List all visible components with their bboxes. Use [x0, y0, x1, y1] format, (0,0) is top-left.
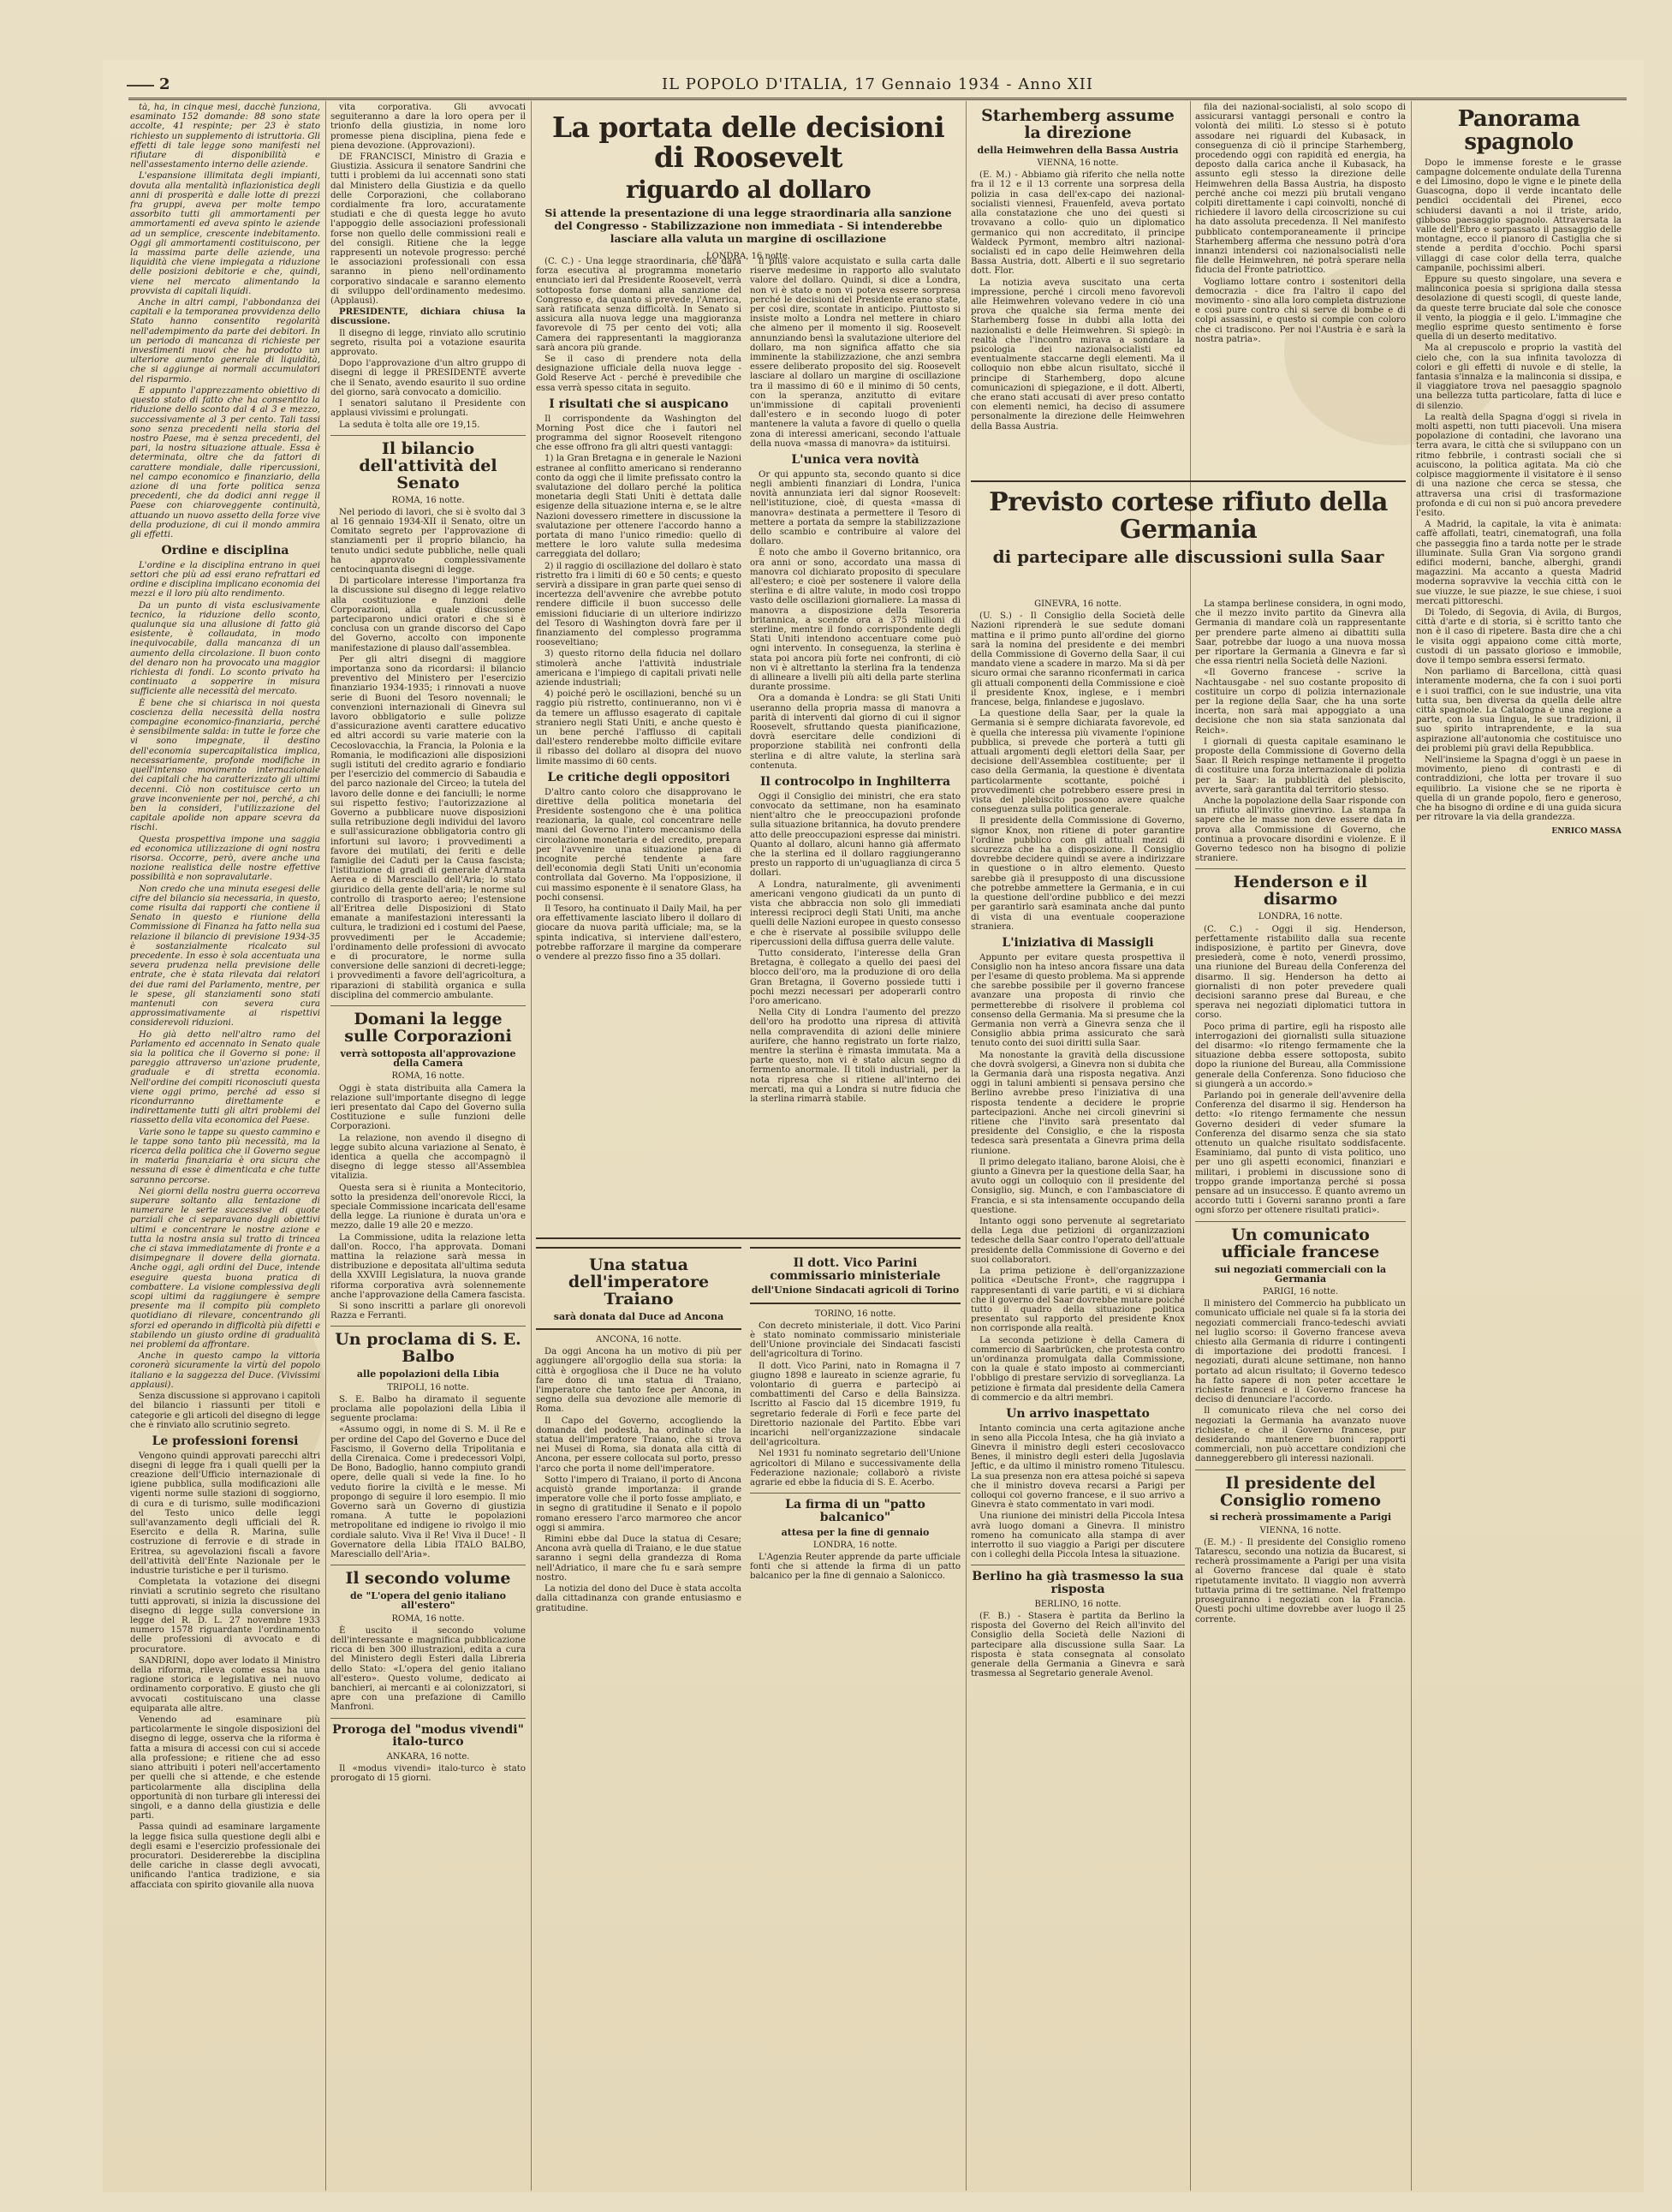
subheading: L'iniziativa di Massigli: [1002, 935, 1154, 950]
masthead: [128, 75, 1627, 100]
subheading: Un arrivo inaspettato: [1006, 1406, 1150, 1421]
column-2: [330, 103, 526, 2192]
article-paragraph: (E. M.) - Abbiamo già riferito che nella notte fra il 12 e il 13 corrente una sorpresa della polizia in casa dell'ex-capo dei nazional-socialisti viennesi, Frauenfeld, aveva portato alla constatazione che uno dei questi si trovavano a collo- quio un diplomatico germanico qui non accreditato, il principe Waldeck Pyrmont, membro altri nazional-socialisti ed in capo delle Heimwehren della Bassa Austria, dott. Alberti e il suo segretario dott. Flor.: [971, 170, 1185, 277]
article-paragraph: La questione della Saar, per la quale la Germania si è sempre dichiarata favorevole, ed è quella che interessa più vivamente l'opinione pubblica, si prevede che porterà a tutti gli attuali argomenti degli elettori della Saar, per decisione dell'Assemblea costituente; per il caso della Germania, la questione è diventata particolarmente scottante, poiché i provvedimenti che potrebbero essere presi in vista del plebiscito possono avere qualche conseguenza sulla politica generale.: [971, 709, 1185, 815]
article-paragraph: Senza discussione si approvano i capitoli del bilancio i riassunti per titoli e categorie e gli articoli del disegno di legge che è rinviato allo scrutinio segreto.: [130, 1392, 320, 1430]
dateline: LONDRA, 16 notte.: [812, 1540, 898, 1550]
dateline: TRIPOLI, 16 notte.: [387, 1382, 469, 1392]
article-paragraph: A Londra, naturalmente, gli avvenimenti americani vengono giudicati da un punto di vista che abbraccia non solo gli immediati interessi reciproci degli Stati Uniti, ma anche quelli delle Nazioni europee in questo consesso e che è riservate al possibile sviluppo delle ripercussioni della diffusa guerra delle valute.: [750, 879, 961, 947]
column-rule: [531, 101, 532, 2191]
column-5-top: [1195, 103, 1406, 462]
article-paragraph: Di particolare interesse l'importanza fra la discussione sul disegno di legge relativo alla costituzione e funzioni delle Corporazioni, alla quale discussione parteciparono undici oratori e che si è conclusa con un grande discorso del Capo del Governo, accolto con imponente manifestazione di plauso dall'assemblea.: [330, 576, 526, 653]
article-paragraph: L'espansione illimitata degli impianti, dovuta alla mentalità inflazionistica degli anni di prosperità e dalle lotte di prezzi fra gruppi, aveva per molte tempo assorbito tutti gli ammortamenti per ammortamenti ed aveva spinto le aziende ad un semplice, crescente indebitamento. Oggi gli ammortamenti costituiscono, per la massima parte delle aziende, una liquidità che viene impiegata a riduzione delle posizioni debitorie e che, quindi, viene nel mercato alimentando la provvista di capitali liquidi.: [130, 171, 320, 296]
article-subheadline: dell'Unione Sindacati agricoli di Torino: [751, 1285, 960, 1297]
roosevelt-column-a: [536, 257, 741, 1233]
article-paragraph: 3) questo ritorno della fiducia nel dollaro stimolerà anche l'attività industriale americana e l'impiego di capitali privati nelle aziende industriali;: [536, 649, 741, 689]
previsto-column-a: [971, 599, 1185, 2192]
article-paragraph: Poco prima di partire, egli ha risposto alle interrogazioni dei giornalisti sulla situazione del disarmo: «Io ritengo fermamente che la situazione debba essere sottoposta, subito dopo la riunione del Bureau, alla Commissione generale della Conferenza. Sono fiducioso che si giungerà a un accordo.»: [1195, 1022, 1406, 1089]
article-paragraph: Si sono inscritti a parlare gli onorevoli Razza e Ferranti.: [330, 1302, 526, 1321]
article-paragraph: Completata la votazione dei disegni rinviati a scrutinio segreto che risultano tutti approvati, si inizia la discussione del disegno di legge sulla conversione in legge del R. D. L. 27 novembre 1933 numero 1578 riguardante l'ordinamento delle professioni di avvocato e di procuratore.: [130, 1577, 320, 1655]
article-paragraph: È uscito il secondo volume dell'interessante e magnifica pubblicazione ricca di ben 300 illustrazioni, edita a cura del Ministero degli Esteri dalla Libreria dello Stato: «L'opera del genio italiano all'estero». Questo volume, dedicato ai banchieri, ai mercanti e ai colonizzatori, si apre con una prefazione di Camillo Manfroni.: [330, 1625, 526, 1713]
article-paragraph: Nel 1931 fu nominato segretario dell'Unione agricoltori di Milano e successivamente della Federazione nazionale; collaborò a riviste agrarie ed ebbe la fiducia di S. E. Acerbo.: [750, 1449, 961, 1488]
article-headline: Previsto cortese rifiuto della Germania: [971, 480, 1406, 543]
article-paragraph: Il Capo del Governo, accogliendo la domanda del podestà, ha ordinato che la statua dell'imperatore Traiano, che si trova nei Musei di Roma, sia donata alla città di Ancona, per essere collocata sul porto, presso l'arco che porta il nome dell'imperatore.: [536, 1416, 741, 1474]
article-headline: Starhemberg assume la direzione: [981, 106, 1175, 142]
article-paragraph: Da un punto di vista esclusivamente tecnico, la riduzione dello sconto, qualunque sia una allusione di fatto già esistente, è collaudata, in modo inequivocabile, dalla mancanza di un aumento della circolazione. Il buon conto del denaro non ha provocato una maggior richiesta di fondi. Lo sconto privato ha continuato a sopperire in misura sufficiente alle necessità del mercato.: [130, 600, 320, 697]
article-paragraph: Anche la popolazione della Saar risponde con un rifiuto all'invito ginevrino. La stampa fa sapere che le masse non deve essere data in prova alla Commissione di Governo, che continua a provocare disordini e violenze. E il Governo tedesco non ha bisogno di polizie straniere.: [1195, 796, 1406, 864]
dateline: ROMA, 16 notte.: [391, 1071, 465, 1082]
article-subheadline: alle popolazioni della Libia: [356, 1368, 500, 1380]
article-paragraph: Eppure su questo singolare, una severa e malinconica poesia si sprigiona dalla stessa desolazione di questi scogli, di queste lande, da queste terre bruciate dal sole che conosce il vento, la pioggia e il gelo. L'immagine che meglio esprime questo sentimento è forse quella di un deserto meditativo.: [1416, 275, 1621, 343]
page-number: 2: [159, 75, 171, 93]
article-paragraph: L'ordine e la disciplina entrano in quei settori che più ad essi erano refrattari ed ordine e disciplina implicano economia dei mezzi e il loro più alto rendimento.: [130, 560, 320, 599]
article-paragraph: La relazione, non avendo il disegno di legge subito alcuna variazione al Senato, è identica a quella che accompagnò il disegno di legge stesso all'Assemblea vitalizia.: [330, 1133, 526, 1182]
article-headline: La portata delle decisioni di Roosevelt: [551, 110, 945, 174]
dateline: GINEVRA, 16 notte.: [1034, 599, 1122, 609]
article-paragraph: Non credo che una minuta esegesi delle cifre del bilancio sia necessaria, in questo, come risulta dai rapporti che contiene il Senato in questo e riunione della Commissione di Finanza ha fatto nella sua relazione il bilancio di previsione 1934-35 è sostanzialmente ricalcato sul precedente. In esso è sola accentuata una severa prudenza nella previsione delle entrate, che è stata rilevata dai relatori dei due rami del Parlamento, mentre, per le spese, gli stanziamenti sono stati mantenuti con severa cura approssimativamente ai rispettivi considerevoli riduzioni.: [130, 884, 320, 1028]
article-paragraph: Il corrispondente da Washington del Morning Post dice che i fautori nel programma del signor Roosevelt ritengono che esse offrono fra gli altri questi vantaggi:: [536, 414, 741, 453]
article-headline: Proroga del "modus vivendi" italo-turco: [332, 1722, 524, 1750]
article-headline: Il secondo volume: [345, 1569, 511, 1589]
dateline: BERLINO, 16 notte.: [1034, 1599, 1122, 1609]
article-paragraph: La notizia aveva suscitato una certa impressione, perché i circoli meno favorevoli alle Heimwehren volevano vedere in ciò una prova che qualche sia ferma mente dei Starhemberg fosse in dubbi alla lotta dei nazionalisti e delle Heimwehren. Si spiegò: in realtà che l'incontro mirava a sondare la psicologia dei nazionalsocialisti ed eventualmente staccarne degli elementi. Ma il colloquio non ebbe alcun risultato, sicché il principe di Starhemberg, dopo alcune comunicazioni di spiegazione, e il dott. Alberti, che erano stati accusati di aver preso contatto con elementi nemici, ha deciso di assumere personalmente la direzione delle Heimwehren della Bassa Austria.: [971, 277, 1185, 432]
article-paragraph: Ma nonostante la gravità della discussione che dovrà svolgersi, a Ginevra non si dubita che la Germania darà una risposta negativa. Anzi oggi in taluni ambienti si pensava persino che Berlino avrebbe preso l'iniziativa di una risposta tendente a decidere le proprie partecipazioni. Anche nei circoli ginevrini si ritiene che l'invito sarà presentato dal presidente del Consiglio, e che la risposta tedesca sarà presentata a Ginevra prima della riunione.: [971, 1050, 1185, 1156]
article-paragraph: Vogliamo lottare contro i sostenitori della democrazia - dice fra l'altro il capo del movimento - sino alla loro completa distruzione e così pure contro chi si serve di bombe e di colpi assassini, e questo si compie con coloro che ci tradiscono. Per noi l'Austria è e sarà la nostra patria».: [1195, 277, 1406, 344]
article-paragraph: È bene che si chiarisca in noi questa coscienza della necessità della nostra compagine economico-finanziaria, perché è sensibilmente salda: in tutte le forze che vi sono impegnate, il destino dell'economia supercapitalistica implica, necessariamente, profonde modifiche in quell'intenso movimento internazionale dei capitali che ha caratterizzato gli ultimi decenni. Ciò non costituisce certo un grave inconveniente per noi, perché, a chi ben la consideri, l'utilizzazione del capitale apolide non appare scevra da rischi.: [130, 698, 320, 833]
newspaper-title: IL POPOLO D'ITALIA, 17 Gennaio 1934 - Anno XII: [662, 75, 1093, 93]
dateline: VIENNA, 16 notte.: [1037, 158, 1119, 169]
article-paragraph: Intanto comincia una certa agitazione anche in seno alla Piccola Intesa, che ha già inviato a Ginevra il ministro degli esteri cecoslovacco Benes, il ministro degli esteri della Jugoslavia Jeftic, e da ultimo il ministro romeno Titulescu. La sua presenza non era attesa poiché si sapeva che il ministro doveva recarsi a Parigi per colloqui col governo francese, e il suo arrivo a Ginevra è stato commentato in vari modi.: [971, 1423, 1185, 1511]
dateline: VIENNA, 16 notte.: [1259, 1525, 1342, 1535]
article-paragraph: Se il caso di prendere nota della designazione ufficiale della nuova legge - Gold Reserve Act - perché è prevedibile che essa verrà spesso citata in seguito.: [536, 355, 741, 393]
subheading: I risultati che si auspicano: [549, 396, 729, 411]
article-paragraph: D'altro canto coloro che disapprovano le direttive della politica monetaria del Presidente sostengono che è una politica reazionaria, la quale, col concentrare nelle mani del Governo l'intero meccanismo della circolazione monetaria e del credito, prepara per l'avvenire una situazione piena di incognite perché tendente a fare dell'economia degli Stati Uniti un'economia controllata dal Governo. Ma l'opposizione, il cui massimo esponente è il senatore Glass, ha pochi consensi.: [536, 787, 741, 903]
article-paragraph: Da oggi Ancona ha un motivo di più per aggiungere all'orgoglio della sua storia: la città è orgogliosa che il Duce ne ha voluto fare dono di una statua di Traiano, l'imperatore che tanto fece per Ancona, in segno della sua devozione alle memorie di Roma.: [536, 1347, 741, 1415]
article-paragraph: PRESIDENTE, dichiara chiusa la discussione.: [330, 307, 526, 327]
article-paragraph: E appunto l'apprezzamento obiettivo di questo stato di fatto che ha consentito la riduzione dello sconto dal 4 al 3 e mezzo, successivamente al 3 per cento. Tali tassi sono senza precedenti nella storia del nostro Paese, ma è senza precedenti, del pari, la nostra situazione attuale. Essa è determinata, oltre che da fattori di carattere mondiale, dalle ripercussioni, nel campo economico e finanziario, della azione di una forte politica senza precedenti, che da dodici anni regge il Paese con chiaroveggente continuità, attuando un nuovo assetto della forze vive della produzione, di cui il mondo ammira gli effetti.: [130, 385, 320, 540]
article-paragraph: Anche in questo campo la vittoria coronerà sicuramente la virtù del popolo italiano e la saggezza del Duce. (Vivissimi applausi).: [130, 1351, 320, 1390]
article-paragraph: Di Toledo, di Segovia, di Avila, di Burgos, città d'arte e di storia, si è scritto tanto che non è il caso di ripetere. Basta dire che a chi le visita oggi appaiono come città morte, custodi di un passato glorioso e immobile, dove il tempo sembra essersi fermato.: [1416, 607, 1621, 665]
dateline: PARIGI, 16 notte.: [1262, 1286, 1339, 1297]
article-paragraph: Nel periodo di lavori, che si è svolto dal 3 al 16 gennaio 1934-XII il Senato, oltre un Comitato segreto per l'approvazione di stanziamenti per il proprio bilancio, ha tenuto undici sedute pubbliche, nelle quali ha approvato complessivamente centocinquanta disegni di legge.: [330, 507, 526, 575]
article-paragraph: Anche in altri campi, l'abbondanza dei capitali e la temporanea provvidenza dello Stato hanno consentito regolarità nell'adempimento da parte dei debitori. In un periodo di mancanza di richieste per investimenti nuovi che ha prodotto un ulteriore aumento generale di liquidità, che si aggiunge ai normali accumulatori del risparmio.: [130, 298, 320, 385]
article-paragraph: fila dei nazional-socialisti, al solo scopo di assicurarsi vantaggi personali e contro la volontà dei militi. Lo stesso si è potuto assodare nei riguardi del Kubasack, in conseguenza di ciò il principe Starhemberg, procedendo oggi con rapidità ed energia, ha deposto dalla carica anche il Kubasack, ha assunto egli stesso la direzione delle Heimwehren della Bassa Austria, ha disposto perché anche coi mezzi più brutali vengano colpiti direttamente i capi coinvolti, nonché di richiedere il lavoro della circoscrizione su cui ha dato assoluta precedenza. Il Nel manifesto pubblicato contemporaneamente il principe Starhemberg afferma che nessuno potrà d'ora innanzi intendersi coi nazionalsocialisti nelle file delle Heimwehren, né potrà sperare nella fiducia del Fronte patriottico.: [1195, 103, 1406, 276]
article-paragraph: DE FRANCISCI, Ministro di Grazia e Giustizia. Assicura il senatore Sandrini che tutti i problemi da lui accennati sono stati dal Ministero della Giustizia e da quello delle Corporazioni, che collaborano cordialmente fra loro, accuratamente studiati e che di questa legge ho avuto l'appoggio delle associazioni professionali forse non quello delle commissioni reali e del consigli. Ritiene che la legge rappresenti un notevole progresso: perché le associazioni professionali con essa saranno in pieno nell'ordinamento corporativo sindacale e saranno elemento di sviluppo dell'ordinamento medesimo. (Applausi).: [330, 152, 526, 307]
article-paragraph: (F. B.) - Stasera è partita da Berlino la risposta del Governo del Reich all'invito del Consiglio della Società delle Nazioni di partecipare alla discussione sulla Saar. La risposta è stata consegnata al consolato generale della Germania a Ginevra e sarà trasmessa al Segretario generale Avenol.: [971, 1612, 1185, 1679]
article-paragraph: il plus valore acquistato e sulla carta dalle riserve medesime in rapporto allo svalutato valore del dollaro. Quindi, si dice a Londra, non vi è stato e non vi poteva essere sorpresa perché le decisioni del Presidente erano state, per così dire, scontate in anticipo. Piuttosto si insiste molto a Londra nel mettere in chiaro che almeno per il momento il sig. Roosevelt annunziando bensì la svalutazione ulteriore del dollaro, ma non significa affatto che sia imminente la stabilizzazione, che anzi sembra essere deliberato proposito del sig. Roosevelt lasciare al dollaro un margine di oscillazione tra il massimo di 60 e il minimo di 50 cents, con la speranza, anzitutto di evitare un'immissione di capitali provenienti dall'estero e in secondo luogo di poter mantenere la valuta a favore di quello o quella zona di interessi americani, secondo l'attuale della nuova «massa di manovra» da istituirsi.: [750, 257, 961, 449]
article-paragraph: La realtà della Spagna d'oggi si rivela in molti aspetti, non tutti piacevoli. Una misera popolazione di contadini, che lavorano una terra avara, le città che si sviluppano con un ritmo febbrile, i contrasti sociali che si acuiscono, la politica agitata. Ma ciò che colpisce maggiormente il visitatore è il senso di una nazione che cerca se stessa, che attraversa una crisi di trasformazione profonda e di cui non si può ancora prevedere l'esito.: [1416, 412, 1621, 518]
article-paragraph: Varie sono le tappe su questo cammino e le tappe sono tanto più necessità, ma la ricerca della politica che il Governo segue in materia finanziaria è ora sicura che nessuna di esse è dimenticata e che tutte saranno percorse.: [130, 1127, 320, 1185]
article-paragraph: La seduta è tolta alle ore 19,15.: [339, 420, 480, 430]
article-paragraph: I senatori salutano il Presidente con applausi vivissimi e prolungati.: [330, 399, 526, 419]
panorama-article: [1416, 103, 1621, 2192]
article-headline: Un proclama di S. E. Balbo: [335, 1330, 521, 1367]
article-paragraph: Per gli altri disegni di maggiore importanza sono da ricordarsi: il bilancio preventivo del Ministero per l'esercizio finanziario 1934-1935; i rinnovati a nuove serie di Buoni del Tesoro novennali; le convenzioni internazionali di Ginevra sul lavoro obbligatorio e sulle polizze d'assicurazione aventi carattere educativo ed altri accordi su varie materie con la Cecoslovacchia, la Francia, la Polonia e la Romania, le modificazioni alle disposizioni sugli istituti del credito agrario e fondiario per l'esercizio del commercio di Sabaudia e del parco nazionale del Circeo; la tutela del lavoro delle donne e dei fanciulli; le norme sui rispetto festivo; l'autorizzazione al Governo a pubblicare nuove disposizioni sulla retribuzione degli individui del lavoro e sull'assicurazione obbligatoria contro gli infortuni sul lavoro; i provvedimenti a favore dei mutilati, dei feriti e delle famiglie dei Caduti per la Causa fascista; l'istituzione di gradi di generale d'Armata Aerea e di Maresciallo dell'Aria; lo stato giuridico della gente dell'aria; le norme sul controllo di trasporto aereo; l'estensione all'Eritrea delle Disposizioni di Stato emanate a manifestazioni interessanti la cultura, le tradizioni ed i costumi del Paese, provvedimenti per le Accademie; l'ordinamento delle professioni di avvocato e di procuratore, le norme sulla conversione delle sanzioni di decreti-legge; i provvedimenti a favore dell'agricoltura, a riparazioni di stabilità organica e sulla disciplina del commercio ambulante.: [330, 654, 526, 1000]
article-paragraph: Ho già detto nell'altro ramo del Parlamento ed accennato in Senato quale sia la politica che il Governo si pone: il pareggio attraverso un'azione prudente, graduale e di stretta economia. Nell'ordine dei compiti riconosciuti questa viene oggi primo, perché ad esso si ricondurranno direttamente e indirettamente tutti gli altri problemi del riassetto della vita economica del Paese.: [130, 1029, 320, 1126]
column-rule: [325, 101, 326, 2191]
divider: [330, 435, 526, 436]
article-subheadline: de "L'opera del genio italiano all'estero": [349, 1590, 507, 1612]
article-headline: Un comunicato ufficiale francese: [1221, 1225, 1380, 1261]
article-paragraph: Rimini ebbe dal Duce la statua di Cesare; Ancona avrà quella di Traiano, e le due statue saranno i segni della grandezza di Roma nell'Adriatico, il mare che fu e sarà sempre nostro.: [536, 1535, 741, 1583]
article-headline: Il dott. Vico Parini commissario ministeriale: [770, 1256, 941, 1283]
divider: [330, 1326, 526, 1327]
divider: [330, 1718, 526, 1719]
divider: [1195, 1221, 1406, 1222]
article-paragraph: Ma al crepuscolo e proprio la vastità del cielo che, con la sua infinita tavolozza di colori e gli effetti di nuvole e di stelle, la fantasia s'innalza e la malinconia si dissipa, e il viaggiatore trova nel paesaggio spagnolo una bellezza tutta particolare, fatta di luce e di silenzio.: [1416, 343, 1621, 411]
article-paragraph: «Assumo oggi, in nome di S. M. il Re e per ordine del Capo del Governo e Duce del Fascismo, il Governo della Tripolitania e della Cirenaica. Come i predecessori Volpi, De Bono, Badoglio, hanno compiuto grandi opere, delle quali si vede la fine. Io ho veduto fiorire la civiltà e le messe. Mi propongo di seguire il loro esempio. Il mio Governo sarà un Governo di giustizia romana. A tutte le popolazioni metropolitane ed indigene io rivolgo il mio cordiale saluto. Viva il Re! Viva il Duce! - Il Governatore della Libia ITALO BALBO, Maresciallo dell'Aria».: [330, 1425, 526, 1559]
article-headline: Una statua dell'imperatore Traiano: [568, 1255, 710, 1309]
article-headline-line2: riguardo al dollaro: [625, 176, 872, 205]
article-paragraph: Oggi il Consiglio dei ministri, che era stato convocato da settimane, non ha esaminato nient'altro che le preoccupazioni profonde sulla situazione britannica, ha dovuto prendere atto delle preoccupazioni espresse dai ministri. Quanto al dollaro, alcuni hanno già affermato che la sterlina ed il dollaro raggiungeranno presto un rapporto di un'uguaglianza di circa 5 dollari.: [750, 791, 961, 879]
article-paragraph: Il primo delegato italiano, barone Aloisi, che è giunto a Ginevra per la questione della Saar, ha avuto oggi un colloquio con il presidente del Consiglio, sig. Munch, e con l'ambasciatore di Francia, e si sta intensamente occupando della questione.: [971, 1157, 1185, 1215]
article-paragraph: S. E. Balbo ha diramato il seguente proclama alle popolazioni della Libia il seguente proclama:: [330, 1394, 526, 1424]
article-paragraph: vita corporativa. Gli avvocati seguiteranno a dare la loro opera per il trionfo della giustizia, in nome loro promesse piena disciplina, piena fede e piena devozione. (Approvazioni).: [330, 103, 526, 151]
article-subheadline: Si attende la presentazione di una legge straordinaria alla sanzione del Congresso - Stabilizzazione non immediata - Si intenderebbe lasciare alla valuta un margine di oscillazione: [544, 206, 952, 245]
dateline: ROMA, 16 notte.: [391, 495, 465, 505]
article-paragraph: Passa quindi ad esaminare largamente la legge fisica sulla questione degli albi e degli esami e l'esercizio professionale dei procuratori. Desidererebbe la disciplina delle cariche in classe degli avvocati, unificando l'antica tradizione, e sia affacciata con spirito giovanile alla nuova: [130, 1822, 320, 1890]
article-paragraph: Una riunione dei ministri della Piccola Intesa avrà luogo domani a Ginevra. Il ministro romeno ha comunicato alla stampa di aver interrotto il suo viaggio a Parigi per discutere con i colleghi della Piccola Intesa la situazione.: [971, 1511, 1185, 1560]
article-paragraph: I giornali di questa capitale esaminano le proposte della Commissione di Governo della Saar. Il Reich respinge nettamente il progetto di costituire una forza internazionale di polizia per la Saar: la pubblicità del plebiscito, avverte, sarà garantita dal territorio stesso.: [1195, 736, 1406, 795]
author-signature: ENRICO MASSA: [1551, 827, 1621, 837]
dateline: LONDRA, 16 notte.: [1258, 912, 1343, 922]
article-headline: Panorama spagnolo: [1457, 106, 1580, 156]
article-subheadline: sarà donata dal Duce ad Ancona: [553, 1310, 724, 1322]
article-paragraph: La notizia del dono del Duce è stata accolta dalla cittadinanza con grande entusiasmo e gratitudine.: [536, 1584, 741, 1613]
article-paragraph: (U. S.) - Il Consiglio della Società delle Nazioni riprenderà le sue sedute domani mattina e il primo punto all'ordine del giorno sarà la nomina del presidente e dei membri della Commissione di Governo della Saar, il cui mandato viene a scadere in marzo. Ma si dà per sicuro ormai che saranno riconfermati in carica gli attuali componenti della Commissione e cioè il presidente Knox, inglese, e i membri francese, belga, finlandese e jugoslavo.: [971, 611, 1185, 708]
traiano-article: [536, 1242, 741, 2184]
article-paragraph: Il «modus vivendi» italo-turco è stato prorogato di 15 giorni.: [330, 1764, 526, 1784]
article-paragraph: Nei giorni della nostra guerra occorreva superare soltanto alla tentazione di numerare le serie successive di quote parziali che ci separavano dagli obiettivi ultimi e concentrare le nostre azione e tutta la nostra ansia sul tratto di trincea che ci stava immediatamente di fronte e a disimpegnare il dovere della giornata. Anche oggi, agli ordini del Duce, intende eseguire questa buona pratica di combattere. La visione complessiva degli scopi ultimi da raggiungere è sempre presente ma il compito più completo quotidiano di rilevare, concentrando gli sforzi ed operando in difficoltà più difetti e stabilendo un giusto ordine di gradualità nei problemi da affrontare.: [130, 1186, 320, 1350]
article-headline: Domani la legge sulle Corporazioni: [344, 1010, 512, 1046]
article-paragraph: Il ministero del Commercio ha pubblicato un comunicato ufficiale nel quale si fa la storia dei negoziati commerciali franco-tedeschi avviati nel luglio scorso: il Governo francese aveva chiesto alla Germania di ridurre i contingenti di importazione dei prodotti francesi. I negoziati, durati alcune settimane, non hanno portato ad alcun risultato; il Governo tedesco ha fatto sapere di non poter accettare le richieste francesi e il Governo francese ha deciso di denunciare l'accordo.: [1195, 1299, 1406, 1405]
article-paragraph: Il presidente della Commissione di Governo, signor Knox, non ritiene di poter garantire l'ordine pubblico con gli attuali mezzi di sicurezza che ha a disposizione. Il Consiglio dovrebbe decidere quindi se avere a indirizzare in questione o in altro elemento. Questo sarebbe già il presupposto di una discussione che potrebbe ammettere la Germania, e in cui la questione dell'ordine pubblico e dei mezzi per garantirlo sarà esaminata anche dal punto di vista di una eventuale cooperazione straniera.: [971, 816, 1185, 932]
article-paragraph: tà, ha, in cinque mesi, dacchè funziona, esaminato 152 domande: 88 sono state accolte, 41 respinte; per 23 è stato richiesto un supplemento di istruttoria. Gli effetti di tale legge sono manifesti nel rifiutare di disponibilità e nell'assestamento interno delle aziende.: [130, 103, 320, 170]
article-paragraph: Questa prospettiva impone una saggia ed economica utilizzazione di ogni nostra risorsa. Occorre, però, avere anche una nozione realistica delle nostre effettive possibilità e non sopravalutarle.: [130, 834, 320, 883]
article-headline: Il presidente del Consiglio romeno: [1220, 1473, 1381, 1510]
divider: [750, 1493, 961, 1494]
divider: [1195, 868, 1406, 869]
article-headline: Henderson e il disarmo: [1233, 873, 1368, 909]
article-paragraph: Nell'insieme la Spagna d'oggi è un paese in movimento, pieno di contrasti e di contraddizioni, che lotta per trovare il suo equilibrio. La visione che se ne riporta è quella di un grande popolo, fiero e generoso, che ha bisogno di ordine e di una guida sicura per ritrovare la via della grandezza.: [1416, 754, 1621, 823]
dateline: ANKARA, 16 notte.: [386, 1751, 470, 1762]
article-headline: Il bilancio dell'attività del Senato: [359, 438, 497, 492]
article-headline: Berlino ha già trasmesso la sua risposta: [972, 1570, 1184, 1597]
article-paragraph: (C. C.) - Oggi il sig. Henderson, perfettamente ristabilito dalla sua recente indisposizione, è partito per Ginevra, dove presiederà, come è noto, venerdì prossimo, una riunione del Bureau della Conferenza del disarmo. Il sig. Henderson ha detto ai giornalisti di non poter prevedere quali decisioni saranno prese dal Bureau, e che sperava nei negoziati diplomatici tuttora in corso.: [1195, 924, 1406, 1021]
article-paragraph: Dopo l'approvazione d'un altro gruppo di disegni di legge il PRESIDENTE avverte che il Senato, avendo esaurito il suo ordine del giorno, sarà convocato a domicilio.: [330, 359, 526, 397]
article-subheadline: della Heimwehren della Bassa Austria: [977, 144, 1179, 156]
column-rule: [966, 101, 967, 2191]
article-paragraph: SANDRINI, dopo aver lodato il Ministro della riforma, rileva come essa ha una ragione storica e legislativa nei nuovo ordinamento corporativo. E giusto che gli avvocati costituiscano una classe equiparata alle altre.: [130, 1655, 320, 1714]
article-paragraph: Venendo ad esaminare più particolarmente le singole disposizioni del disegno di legge, osserva che la riforma è fatta a misura di accessi con cui si accede alla professione; e ritiene che ad esso siano attribuiti i poteri nell'accertamento per quelli che si attende, e che estende particolarmente alla disciplina della opportunità di non turbare gli interessi dei singoli, e a danno della giustizia e delle parti.: [130, 1715, 320, 1821]
column-rule: [1411, 101, 1412, 2191]
article-paragraph: La prima petizione è dell'organizzazione politica «Deutsche Front», che raggruppa i rappresentanti di varie partiti, e vi si dichiara che il governo del Saar dovrebbe mutare poiché tutto il quadro della situazione politica presentato sul rapporto del presidente Knox non corrisponde alla realtà.: [971, 1267, 1185, 1334]
subheading: L'unica vera novità: [791, 453, 919, 468]
dateline: LONDRA, 16 notte.: [705, 251, 791, 261]
article-paragraph: Oggi è stata distribuita alla Camera la relazione sull'importante disegno di legge ieri presentato dal Capo del Governo sulla Costituzione e sulle funzioni delle Corporazioni.: [330, 1083, 526, 1132]
previsto-header: [971, 475, 1406, 604]
article-paragraph: Tutto considerato, l'interesse della Gran Bretagna, è collegato a quello dei paesi del blocco dell'oro, ma la produzione di oro della Gran Bretagna, il Governo possiede tutti i pochi mezzi necessari per adoperarli contro l'oro americano.: [750, 948, 961, 1006]
article-paragraph: Sotto l'impero di Traiano, il porto di Ancona acquistò grande importanza: il grande imperatore volle che il porto fosse ampliato, e in segno di gratitudine il Senato e il popolo romano eressero l'arco marmoreo che ancor oggi si ammira.: [536, 1475, 741, 1533]
article-paragraph: Con decreto ministeriale, il dott. Vico Parini è stato nominato commissario ministeriale dell'Unione provinciale dei Sindacati fascisti dell'agricoltura di Torino.: [750, 1321, 961, 1360]
article-paragraph: Il disegno di legge, rinviato allo scrutinio segreto, risulta poi a votazione esaurita approvato.: [330, 328, 526, 358]
article-paragraph: (C. C.) - Una legge straordinaria, che darà forza esecutiva al programma monetario enunciato ieri dal Presidente Roosevelt, verrà sottoposta forse domani alla sanzione del Congresso e, da quanto si prevede, l'America, sarà ratificata senza difficoltà. In Senato si assicura alla nuova legge una maggioranza favorevole di 75 per cento dei voti; alla Camera dei rappresentanti la maggioranza sarà ancora più grande.: [536, 257, 741, 353]
article-paragraph: Non parliamo di Barcellona, città quasi interamente moderna, che fa con i suoi porti e i suoi traffici, con le sue industrie, una vita tutta sua, ben diversa da quella delle altre città spagnole. La Catalogna è una regione a parte, con la sua lingua, le sue tradizioni, il suo spirito intraprendente, e la sua aspirazione all'autonomia che costituisce uno dei problemi più gravi della Repubblica.: [1416, 667, 1621, 754]
article-paragraph: (E. M.) - Il presidente del Consiglio romeno Tatarescu, secondo una notizia da Bucarest, si recherà prossimamente a Parigi per una visita al Governo francese dal quale è stato ripetutamente invitato. Il viaggio non avverrà tuttavia prima di tre settimane. Nel frattempo proseguiranno i negoziati con la Francia. Questi pochi ultime dovrebbe aver luogo il 25 corrente.: [1195, 1537, 1406, 1625]
column-rule: [1190, 101, 1191, 2191]
article-paragraph: «Il Governo francese - scrive la Nachtausgabe - nel suo costante proposito di costituire un corpo di polizia internazionale per la regione della Saar, che ha una sorte incerta, non sarà mai appoggiato a una decisione che non sia stata sanzionata dal Reich».: [1195, 668, 1406, 736]
subheading: Le professioni forensi: [152, 1434, 299, 1448]
subheading: Ordine e disciplina: [161, 544, 289, 558]
article-paragraph: La seconda petizione è della Camera di commercio di Saarbrücken, che protesta contro un'ordinanza promulgata dalla Commissione, con la quale è stato imposto ai commercianti l'obbligo di prestare servizio di sorveglianza. La petizione è firmata dal presidente della Camera di commercio e da altri membri.: [971, 1335, 1185, 1403]
article-paragraph: Parlando poi in generale dell'avvenire della Conferenza del disarmo il sig. Henderson ha detto: «Io ritengo fermamente che nessun Governo desideri di veder sfumare la Conferenza del disarmo senza che sia stato ottenuto un qualche risultato soddisfacente. Esaminiamo, dal punto di vista politico, uno per uno gli aspetti economici, finanziari e militari, i problemi in discussione sono di troppo grande importanza perché si possa pensare ad un insuccesso. È quanto avremo un accordo tutti i Governi saranno pronti a fare ogni sforzo per ottenere risultati pratici».: [1195, 1091, 1406, 1216]
previsto-column-b: [1195, 599, 1406, 2192]
article-paragraph: Il dott. Vico Parini, nato in Romagna il 7 giugno 1898 e laureato in scienze agrarie, fu volontario di guerra e partecipò ai combattimenti del Carso e della Bainsizza. Iscritto al Fascio dal 15 dicembre 1919, fu segretario federale di Forlì e fece parte del Direttorio nazionale del Partito. Ebbe vari incarichi nell'organizzazione sindacale dell'agricoltura.: [750, 1361, 961, 1448]
article-headline: La firma di un "patto balcanico": [785, 1498, 925, 1524]
article-paragraph: Intanto oggi sono pervenute al segretariato della Lega due petizioni di organizzazioni tedesche della Saar contro l'operato dell'attuale presidente della Commissione di Governo e dei suoi collaboratori.: [971, 1217, 1185, 1265]
article-paragraph: Questa sera si è riunita a Montecitorio, sotto la presidenza dell'onorevole Ricci, la speciale Commissione incaricata dell'esame della legge. La riunione è durata un'ora e mezzo, dalle 19 alle 20 e mezzo.: [330, 1183, 526, 1231]
subheading: Le critiche degli oppositori: [547, 770, 730, 784]
parini-article: [750, 1242, 961, 2184]
article-subheadline: di partecipare alle discussioni sulla Saar: [992, 546, 1384, 567]
article-paragraph: 4) poiché però le oscillazioni, benché su un raggio più ristretto, continueranno, non vi è da temere un afflusso esagerato di capitale straniero negli Stati Uniti, e anche questo è un bene perché l'afflusso di capitali dall'estero renderebbe molto difficile evitare il ribasso del dollaro al disopra del nuovo limite massimo di 60 cents.: [536, 689, 741, 766]
subheading: Il controcolpo in Inghilterra: [759, 775, 951, 790]
article-paragraph: L'Agenzia Reuter apprende da parte ufficiale fonti che si attende la firma di un patto balcanico per la fine di gennaio a Salonicco.: [750, 1553, 961, 1582]
article-paragraph: Appunto per evitare questa prospettiva il Consiglio non ha inteso ancora fissare una data per l'esame di questo problema. Ma si apprende che sarebbe possibile per il governo francese avanzare una proposta di rinvio che permetterebbe di risolvere il problema col consenso della Germania. Ma si presume che la Germania non verrà a Ginevra senza che il Consiglio abbia prima assicurato che sarà tenuto conto dei suoi diritti sulla Saar.: [971, 952, 1185, 1049]
article-paragraph: Vengono quindi approvati parecchi altri disegni di legge fra i quali quelli per la creazione dell'Ufficio internazionale di igiene pubblica, sulla modificazioni alle vigenti norme sulle stazioni di soggiorno, di cura e di turismo, sulle modificazioni del Testo unico delle leggi sull'avanzamento degli ufficiali del R. Esercito e della R. Marina, sulle costruzione di ferrovie e di strade in Eritrea, su agevolazioni fiscali a favore dell'attività dell'Ente Nazionale per le industrie turistiche e per il turismo.: [130, 1451, 320, 1577]
article-paragraph: La Commissione, udita la relazione letta dall'on. Rocco, l'ha approvata. Domani mattina la relazione sarà messa in distribuzione e depositata all'ultima seduta della XXVIII Legislatura, la nuova grande riforma corporativa avrà solennemente anche l'approvazione della Camera fascista.: [330, 1232, 526, 1300]
article-subheadline: verrà sottoposta all'approvazione della Camera: [340, 1047, 516, 1070]
article-paragraph: È noto che ambo il Governo britannico, ora ora anni or sono, accordato una massa di manovra col dichiarato proposito di speculare all'estero; e cioè per sostenere il valore della sterlina e di altre valute, in modo così troppo vasto delle oscillazioni giornaliere. La massa di manovra a disposizione della Tesoreria britannica, a scende ora a 375 milioni di sterline, mentre il fondo corrispondente degli Stati Uniti intendono accentuare come può ogni intervento. In conseguenza, la sterlina è stata poi ancora più forte nei confronti, di ciò non vi è altrettanto la sterlina fra la tendenza di allineare a livelli più alti della parte sterlina durante prossime.: [750, 548, 961, 693]
article-subheadline: attesa per la fine di gennaio: [781, 1526, 930, 1538]
article-paragraph: Dopo le immense foreste e le grasse campagne dolcemente ondulate della Turenna e del Limosino, dopo le vigne e le pinete della Guascogna, dopo il verde incantato delle pendici occidentali dei Pirenei, ecco schiudersi davanti a noi il triste, arido, gibboso paesaggio spagnolo. Attraversata la valle dell'Ebro e sorpassato il passaggio delle montagne, ecco il pianoro di Castiglia che si stende a perdita d'occhio. Pochi sparsi villaggi di case color della terra, qualche campanile, pochissimi alberi.: [1416, 158, 1621, 273]
article-paragraph: 1) la Gran Bretagna e in generale le Nazioni estranee al conflitto americano si renderanno conto da oggi che il limite prefissato contro la svalutazione del dollaro perché la politica monetaria degli Stati Uniti è dettata dalle esigenze della situazione interna e, se le altre Nazioni dovessero rimettere in discussione la svalutazione per ottenere l'accordo hanno a portata di mano l'unico rimedio: quello di mettere le loro valute sulla medesima carreggiata del dollaro;: [536, 454, 741, 560]
article-paragraph: Or qui appunto sta, secondo quanto si dice negli ambienti finanziari di Londra, l'unica novità annunziata ieri dal signor Roosevelt: nell'istituzione, cioè, di questa «massa di manovra» destinata a permettere il Tesoro di mettere a portata da sempre la stabilizzazione dello scambio e contribuire al valore del dollaro.: [750, 469, 961, 547]
article-paragraph: A Madrid, la capitale, la vita è animata: caffè affollati, teatri, cinematografi, una folla che passeggia fino a tarda notte per le strade illuminate. Sulla Gran Via sorgono grandi edifici moderni, banche, alberghi, grandi magazzini. Ma accanto a questa Madrid moderna sopravvive la vecchia città con le sue viuzze, le sue piazze, le sue chiese, i suoi mercati pittoreschi.: [1416, 520, 1621, 606]
dateline: ROMA, 16 notte.: [391, 1613, 465, 1624]
dateline: TORINO, 16 notte.: [814, 1309, 896, 1319]
article-paragraph: Il comunicato rileva che nel corso dei negoziati la Germania ha avanzato nuove richieste, e che il Governo francese, pur desiderando mantenere buoni rapporti commerciali, non può accettare condizioni che danneggerebbero gli interessi nazionali.: [1195, 1406, 1406, 1464]
column-1: [130, 103, 320, 2192]
divider: [330, 1005, 526, 1006]
dateline: ANCONA, 16 notte.: [596, 1335, 681, 1345]
article-paragraph: Il Tesoro, ha continuato il Daily Mail, ha per ora effettivamente lasciato libero il dollaro di giocare da nuova parità ufficiale; ma, se la spinta indicativa, si interviene dall'estero, potrebbe rafforzare il margine da comperare o vendere al prezzo fisso fino a 35 dollari.: [536, 903, 741, 962]
article-paragraph: Nella City di Londra l'aumento del prezzo dell'oro ha prodotto una ripresa di attività nella compravendita di azioni delle miniere aurifere, che hanno registrato un forte rialzo, mentre la sterlina è rimasta immutata. Ma a parte questo, non vi è stato alcun segno di fermento anormale. Il titoli industriali, per la nota ripresa che si ritiene all'interno dei mercati, ma qui a Londra si nutre fiducia che la sterlina rimarrà stabile.: [750, 1008, 961, 1105]
article-subheadline: sui negoziati commerciali con la Germania: [1214, 1263, 1387, 1285]
divider: [536, 1237, 961, 1239]
article-paragraph: Ora a domanda è Londra: se gli Stati Uniti useranno della propria massa di manovra a parità di interventi dal giorno di cui il signor Roosevelt, sfruttando questa pianificazione, dovrà esercitare delle condizioni di proporzione stabilità nei confronti della sterlina e di altre valute, la sterlina sarà contenuta.: [750, 694, 961, 771]
article-paragraph: 2) il raggio di oscillazione del dollaro è stato ristretto fra i limiti di 60 e 50 cents; e questo servirà a dissipare in gran parte quei senso di incertezza dell'avvenire che avrebbe potuto rendere difficile il buon successo delle emissioni fiduciarie di un ulteriore indirizzo del Tesoro di Washington dovrà fare per il finanziamento del complesso programma rooseveltiano;: [536, 561, 741, 648]
article-paragraph: La stampa berlinese considera, in ogni modo, che il mezzo invito partito da Ginevra alla Germania di mandare colà un rappresentante per prendere parte almeno ai dibattiti sulla Saar, potrebbe dar luogo a una nuova mossa per riportare la Germania a Ginevra e far sì che essa rientri nella Società delle Nazioni.: [1195, 599, 1406, 667]
article-subheadline: si recherà prossimamente a Parigi: [1209, 1511, 1392, 1523]
roosevelt-column-b: [750, 257, 961, 1233]
